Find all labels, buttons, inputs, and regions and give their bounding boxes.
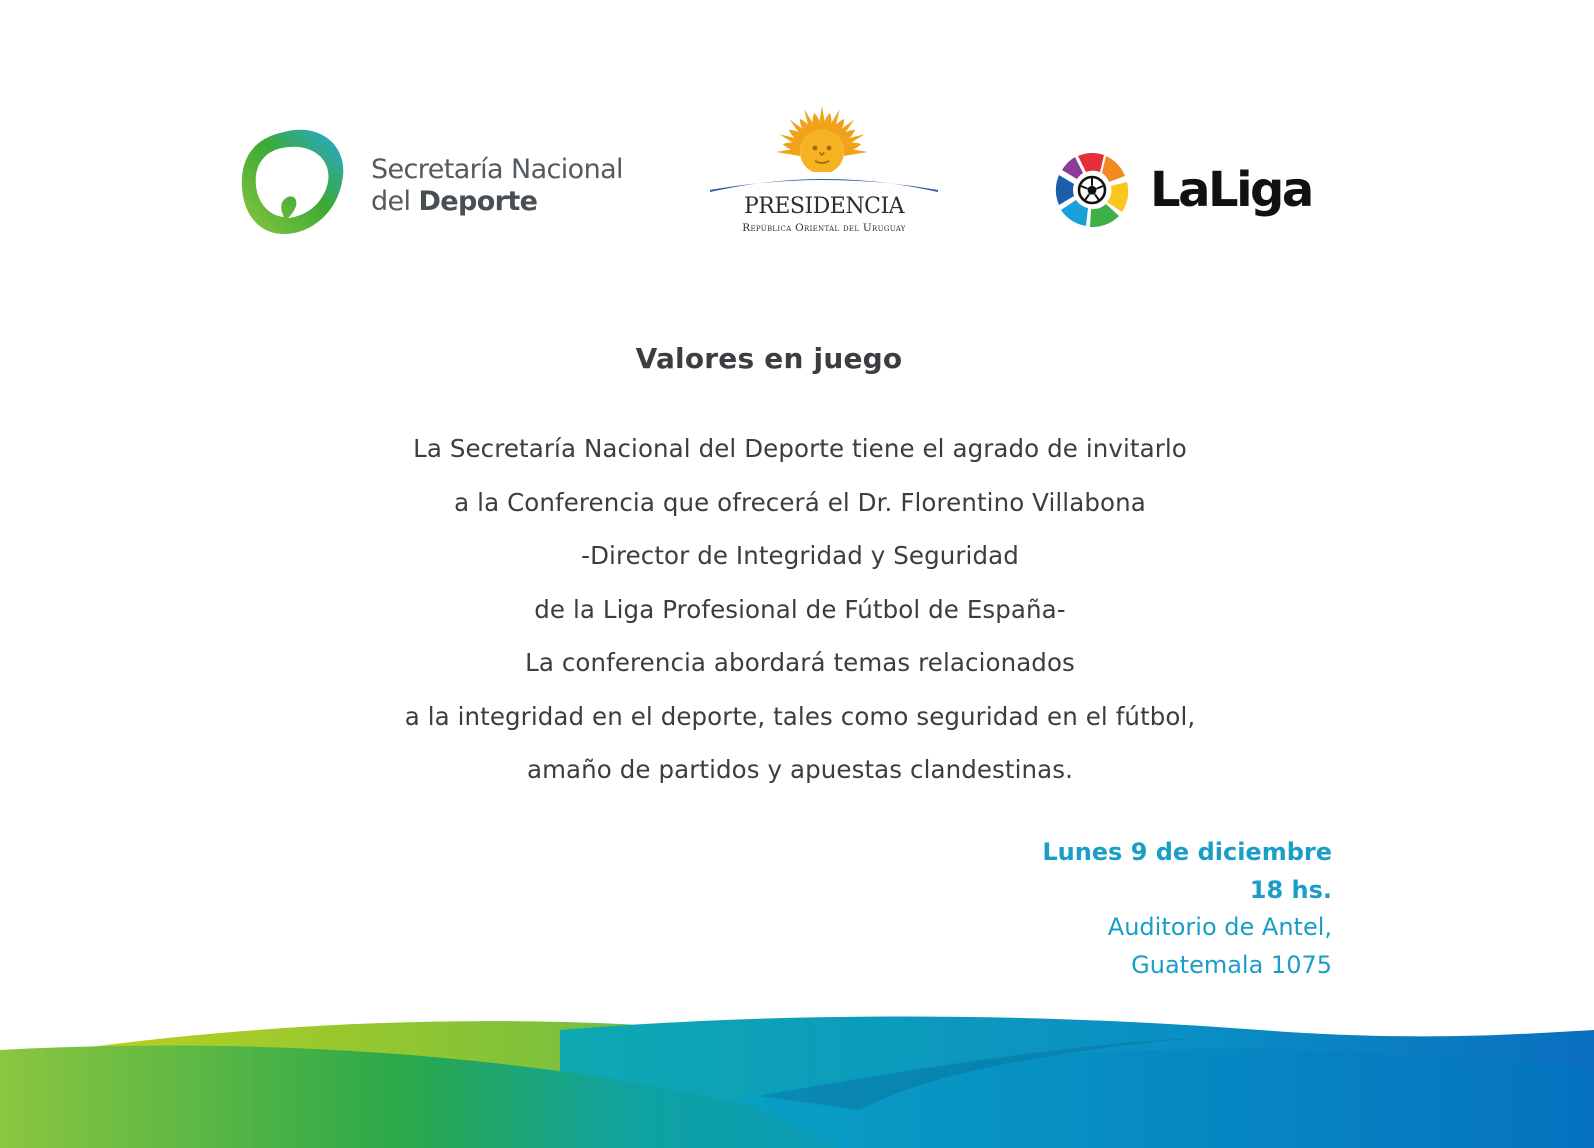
laliga-emblem-icon: [1046, 144, 1142, 240]
presidencia-subtitle: República Oriental del Uruguay: [742, 222, 906, 234]
body-line: La conferencia abordará temas relacionados: [525, 648, 1075, 677]
invitation-title: Valores en juego: [635, 342, 903, 375]
laliga-wordmark: LaLiga: [1150, 162, 1312, 218]
event-date: Lunes 9 de diciembre: [1042, 838, 1332, 866]
body-line: amaño de partidos y apuestas clandestinas.: [526, 755, 1074, 784]
decorative-waves: [0, 990, 1594, 1148]
snd-line1: Secretaría Nacional: [371, 154, 623, 185]
snd-logo: [238, 124, 638, 240]
event-details: [1042, 834, 1332, 984]
laliga-logo: [1046, 144, 1346, 244]
body-line: de la Liga Profesional de Fútbol de España-: [534, 594, 1066, 624]
body-line: La Secretaría Nacional del Deporte tiene el agrado de invitarlo: [413, 434, 1187, 463]
body-line: a la Conferencia que ofrecerá el Dr. Florentino Villabona: [454, 487, 1146, 517]
event-address: Guatemala 1075: [1131, 950, 1332, 979]
body-line: a la integridad en el deporte, tales como seguridad en el fútbol,: [404, 701, 1196, 731]
event-venue: Auditorio de Antel,: [1107, 913, 1332, 941]
snd-wordmark: [371, 154, 623, 218]
body-line: -Director de Integridad y Seguridad: [581, 541, 1019, 570]
presidencia-logo: [706, 104, 942, 240]
snd-line2-bold: Deporte: [418, 186, 538, 217]
snd-line2-prefix: del: [371, 186, 419, 217]
event-time: 18 hs.: [1249, 875, 1332, 904]
sun-of-may-icon: [706, 104, 942, 196]
invitation-body: [260, 422, 1340, 797]
presidencia-title: PRESIDENCIA: [743, 194, 905, 219]
snd-emblem-icon: [238, 124, 358, 240]
